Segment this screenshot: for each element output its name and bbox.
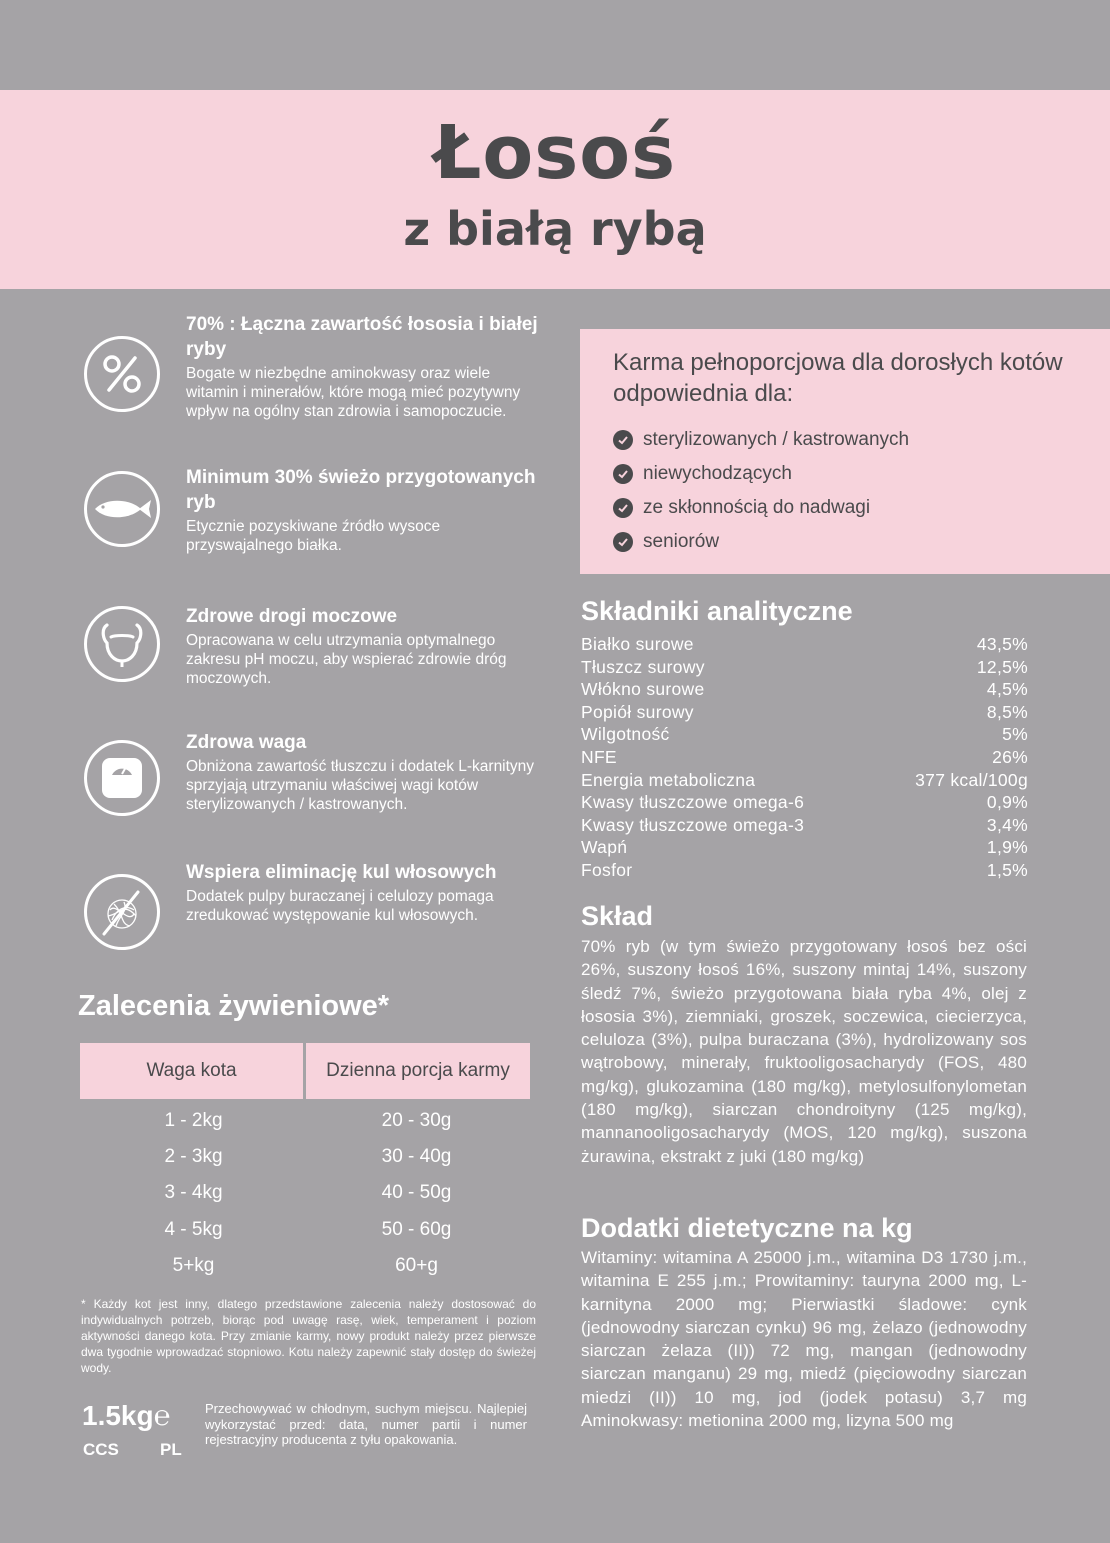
feature-description: Dodatek pulpy buraczanej i celulozy pomaga zredukować występowanie kul włosowych. — [186, 888, 494, 924]
percent-icon — [84, 336, 160, 412]
fish-icon — [84, 471, 160, 547]
table-row: Fosfor 1,5% — [581, 859, 1028, 880]
table-row: Kwasy tłuszczowe omega-3 3,4% — [581, 814, 1028, 835]
table-row: 5+kg 60+g — [172, 1254, 438, 1276]
table-row: Białko surowe 43,5% — [581, 634, 1028, 654]
check-icon — [613, 430, 633, 450]
table-row: 4 - 5kg 50 - 60g — [164, 1218, 452, 1240]
estimated-sign: ℮ — [153, 1400, 171, 1431]
feature-description: Obniżona zawartość tłuszczu i dodatek L-karnityny sprzyjają utrzymaniu właściwej wagi kotów sterylizowanych / kastrowanych. — [186, 758, 535, 813]
column-header: Dzienna porcja karmy — [306, 1043, 530, 1099]
suitability-panel — [580, 329, 1110, 574]
feature-title: 70% : Łączna zawartość łososia i białej ryby — [186, 314, 538, 360]
table-row: 1 - 2kg 20 - 30g — [164, 1110, 452, 1132]
feature-description: Etycznie pozyskiwane źródło wysoce przyswajalnego białka. — [186, 518, 441, 554]
suitability-title: Karma pełnoporcjowa dla dorosłych kotów odpowiednia dla: — [613, 349, 1063, 407]
scale-icon — [84, 740, 160, 816]
additives-title: Dodatki dietetyczne na kg — [581, 1213, 913, 1243]
feeding-title: Zalecenia żywieniowe* — [78, 990, 390, 1022]
table-row: Wilgotność 5% — [581, 724, 1028, 745]
table-row: Włókno surowe 4,5% — [581, 679, 1028, 700]
feature-description: Opracowana w celu utrzymania optymalnego zakresu pH moczu, aby wspierać zdrowie dróg moczowych. — [186, 632, 507, 687]
net-weight: 1.5kg℮ — [82, 1400, 171, 1431]
feature-title: Minimum 30% świeżo przygotowanych ryb — [186, 467, 536, 513]
composition-text: 70% ryb (w tym świeżo przygotowany łosoś bez ości 26%, suszony łosoś 16%, suszony mintaj 14%, suszony śledź 7%, świeżo przygotowana biała ryba 4%, olej z łososia 3%), ziemniaki, groszek, soczewica, ciecierzyca, celuloza (3%), pulpa buraczana (3%), hydrolizowany sos wątrobowy, minerały, fruktooligosacharydy (FOS, 480 mg/kg), glukozamina (180 mg/kg), metylosulfonylometan (180 mg/kg), siarczan chondroityny (125 mg/kg), mannanooligosacharydy (MOS, 120 mg/kg), suszona żurawina, ekstrakt z juki (180 mg/kg) — [581, 937, 1027, 1166]
product-subtitle: z białą rybą — [403, 202, 707, 256]
feature-title: Wspiera eliminację kul włosowych — [186, 862, 497, 883]
additives-text: Witaminy: witamina A 25000 j.m., witamina D3 1730 j.m., witamina E 255 j.m.; Prowitaminy: tauryna 2000 mg, L-karnityna 2000 mg; Pierwiastki śladowe: cynk (jednowodny siarczan cynku) 96 mg, żelazo (jednowodny siarczan żelaza (II)) 72 mg, mangan (jednowodny siarczan manganu) 29 mg, miedź (pięciowodny siarczan miedzi (II)) 10 mg, jod (jodek potasu) 3,7 mg Aminokwasy: metionina 2000 mg, lizyna 500 mg — [581, 1248, 1027, 1431]
column-header: Waga kota — [80, 1043, 303, 1099]
product-title: Łosoś — [433, 110, 677, 196]
check-icon — [613, 464, 633, 484]
table-row: Popiół surowy 8,5% — [581, 701, 1028, 722]
feeding-table — [80, 1043, 530, 1284]
country-label: PL — [160, 1440, 182, 1459]
table-row: Wapń 1,9% — [581, 837, 1028, 858]
urinary-icon — [84, 606, 160, 682]
ccs-label: CCS — [83, 1440, 119, 1459]
list-item: sterylizowanych / kastrowanych — [613, 423, 1110, 457]
table-row: 2 - 3kg 30 - 40g — [164, 1146, 452, 1168]
check-icon — [613, 532, 633, 552]
title-banner — [0, 90, 1110, 289]
analytical-title: Składniki analityczne — [581, 596, 853, 626]
check-icon — [613, 498, 633, 518]
table-row: Tłuszcz surowy 12,5% — [581, 656, 1028, 677]
composition-title: Skład — [581, 901, 654, 931]
list-item: niewychodzących — [613, 457, 1110, 491]
table-row: NFE 26% — [581, 746, 1028, 767]
table-row: Kwasy tłuszczowe omega-6 0,9% — [581, 792, 1028, 813]
hairball-icon — [84, 874, 160, 950]
table-row: 3 - 4kg 40 - 50g — [164, 1182, 452, 1204]
list-item: seniorów — [613, 525, 1110, 559]
table-header — [80, 1043, 530, 1099]
list-item: ze skłonnością do nadwagi — [613, 491, 1110, 525]
storage-text: Przechowywać w chłodnym, suchym miejscu. Najlepiej wykorzystać przed: data, numer partii i numer rejestracyjny producenta z tyłu opakowania. — [205, 1401, 527, 1447]
table-row: Energia metaboliczna 377 kcal/100g — [581, 769, 1028, 790]
feature-description: Bogate w niezbędne aminokwasy oraz wiele witamin i minerałów, które mogą mieć pozytywny wpływ na ogólny stan zdrowia i samopoczucie. — [186, 365, 521, 420]
analytical-table — [581, 633, 1028, 882]
feeding-footnote: * Każdy kot jest inny, dlatego przedstawione zalecenia należy dostosować do indywidualnych potrzeb, biorąc pod uwagę rasę, wiek, temperament i poziom aktywności danego kota. Przy zmianie karmy, nowy produkt należy przez pierwsze dwa tygodnie wprowadzać stopniowo. Kotu należy zapewnić stały dostęp do świeżej wody. — [81, 1297, 536, 1375]
feature-title: Zdrowe drogi moczowe — [186, 606, 398, 627]
feature-title: Zdrowa waga — [186, 732, 307, 753]
